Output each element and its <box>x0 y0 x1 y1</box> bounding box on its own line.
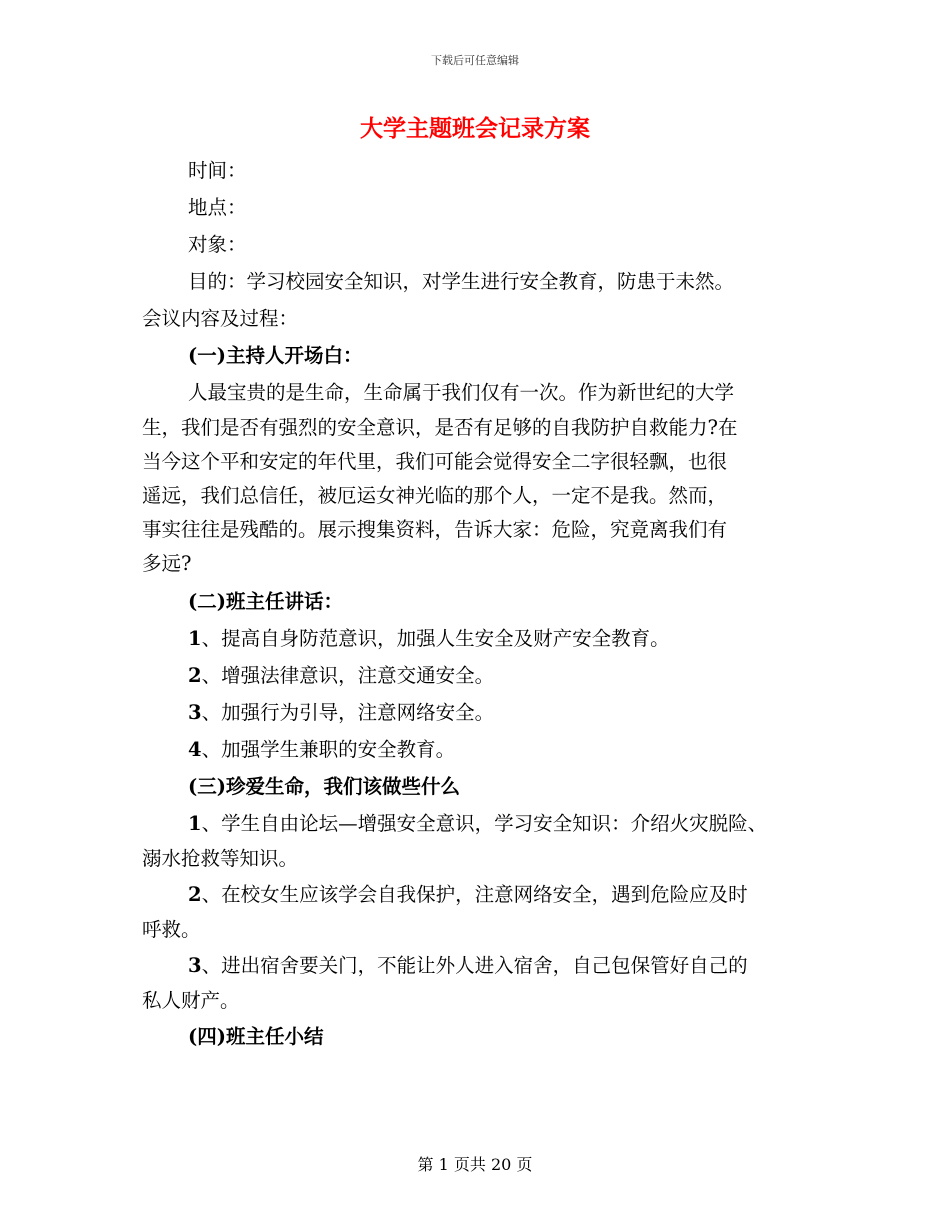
field-audience: 对象： <box>188 233 247 256</box>
list-item-number: 1 <box>188 627 202 650</box>
list-item <box>142 731 824 768</box>
paragraph-line: 人最宝贵的是生命，生命属于我们仅有一次。作为新世纪的大学 <box>188 381 735 404</box>
section-heading-3: (三)珍爱生命，我们该做些什么 <box>188 775 460 798</box>
list-item-number: 2 <box>188 883 202 906</box>
list-item-number: 1 <box>188 812 202 835</box>
paragraph-line: 生，我们是否有强烈的安全意识，是否有足够的自我防护自救能力?在 <box>142 416 738 439</box>
list-item-text: 、加强学生兼职的安全教育。 <box>201 738 456 761</box>
list-item-text: 、增强法律意识，注意交通安全。 <box>201 664 495 687</box>
page-header: 下载后可任意编辑 <box>431 54 519 67</box>
list-item-text: 、在校女生应该学会自我保护，注意网络安全，遇到危险应及时 <box>201 883 748 906</box>
list-item <box>142 947 824 984</box>
list-item-number: 2 <box>188 664 202 687</box>
section-heading-4: (四)班主任小结 <box>188 1025 324 1048</box>
field-process: 会议内容及过程： <box>142 307 299 330</box>
list-item-number: 4 <box>188 738 202 761</box>
list-item-number: 3 <box>188 701 202 724</box>
field-time: 时间： <box>188 159 247 182</box>
list-item-continuation: 呼救。 <box>142 918 201 941</box>
page-footer: 第 1 页共 20 页 <box>417 1155 533 1174</box>
list-item-text: 、提高自身防范意识，加强人生安全及财产安全教育。 <box>201 627 670 650</box>
list-item-text: 、进出宿舍要关门，不能让外人进入宿舍，自己包保管好自己的 <box>201 954 748 977</box>
list-item-continuation: 私人财产。 <box>142 989 240 1012</box>
section-heading-2: (二)班主任讲话： <box>188 590 343 613</box>
paragraph-line: 多远? <box>142 552 192 575</box>
list-item <box>142 657 824 694</box>
document-body <box>142 152 824 1055</box>
list-item-number: 3 <box>188 954 202 977</box>
list-item <box>142 694 824 731</box>
list-item <box>142 620 824 657</box>
section-heading-1: (一)主持人开场白： <box>188 344 363 367</box>
list-item-text: 、加强行为引导，注意网络安全。 <box>201 701 495 724</box>
list-item <box>142 805 824 842</box>
list-item-text: 、学生自由论坛—增强安全意识，学习安全知识：介绍火灾脱险、 <box>201 812 768 835</box>
field-purpose: 目的：学习校园安全知识，对学生进行安全教育，防患于未然。 <box>188 270 735 293</box>
field-place: 地点： <box>188 196 247 219</box>
paragraph-line: 遥远，我们总信任，被厄运女神光临的那个人，一定不是我。然而， <box>142 484 728 507</box>
paragraph-line: 事实往往是残酷的。展示搜集资料，告诉大家：危险，究竟离我们有 <box>142 518 728 541</box>
list-item-continuation: 溺水抢救等知识。 <box>142 847 299 870</box>
paragraph-line: 当今这个平和安定的年代里，我们可能会觉得安全二字很轻飘，也很 <box>142 450 728 473</box>
document-title: 大学主题班会记录方案 <box>360 115 590 142</box>
list-item <box>142 876 824 913</box>
